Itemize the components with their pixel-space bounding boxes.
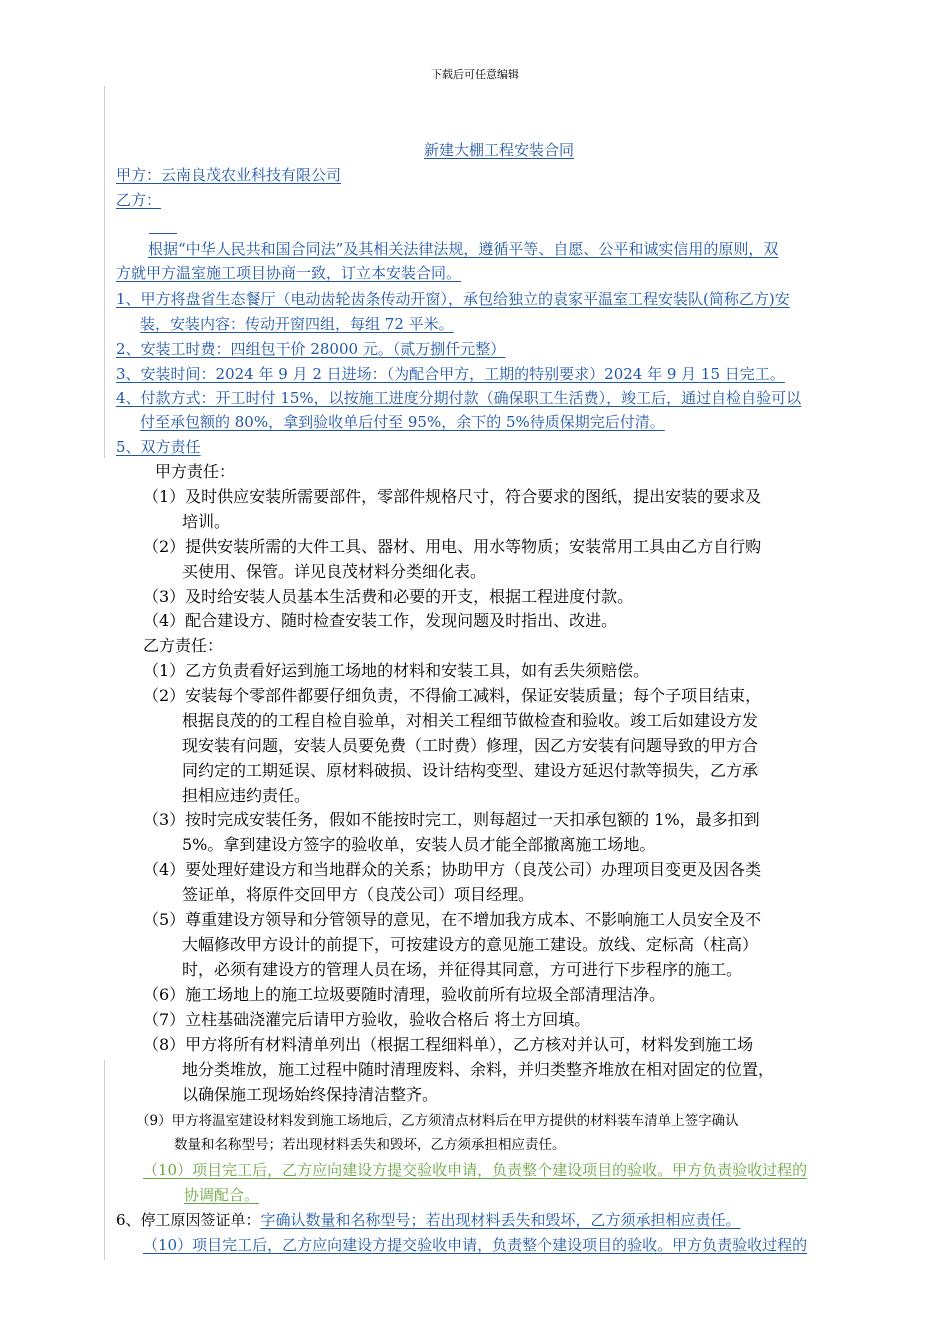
party-a-duties-title: 甲方责任： [155,462,236,481]
clause-4-line-1: 4、付款方式：开工时付 15%，以按施工进度分期付款（确保职工生活费），竣工后，通过自检自验可以 [116,389,802,407]
clause-6-text: 字确认数量和名称型号；若出现材料丢失和毁坏，乙方须承担相应责任。 [260,1211,741,1229]
party-b: 乙方： [116,191,162,209]
intro-line-2: 方就甲方温室施工项目协商一致，订立本安装合同。 [116,264,462,282]
party-b-item-8-cont: 以确保施工现场始终保持清洁整齐。 [182,1085,439,1104]
party-b-item-2-cont: 现安装有问题，安装人员要免费（工时费）修理，因乙方安装有问题导致的甲方合 [182,736,759,755]
party-b-item-5-cont: 大幅修改甲方设计的前提下，可按建设方的意见施工建设。放线、定标高（柱高） [182,935,759,954]
party-b-item-6: （6）施工场地上的施工垃圾要随时清理，验收前所有垃圾全部清理洁净。 [143,985,666,1004]
clause-5: 5、双方责任 [116,438,201,456]
clause-2: 2、安装工时费：四组包干价 28000 元。（贰万捌仟元整） [116,340,506,358]
party-b-item-10-cont: 协调配合。 [184,1186,260,1204]
party-b-item-9: （9）甲方将温室建设材料发到施工场地后，乙方须清点材料后在甲方提供的材料装车清单上签字确认 [136,1113,739,1129]
party-b-item-5: （5）尊重建设方领导和分管领导的意见，在不增加我方成本、不影响施工人员安全及不 [143,910,762,929]
page-header: 下载后可任意编辑 [431,68,519,81]
party-b-item-3-cont: 5%。拿到建设方签字的验收单，安装人员才能全部撤离施工场地。 [182,835,656,854]
party-b-item-2-cont: 担相应违约责任。 [182,786,311,805]
party-b-duties-title: 乙方责任： [143,636,224,655]
party-b-item-5-cont: 时，必须有建设方的管理人员在场，并征得其同意，方可进行下步程序的施工。 [182,960,743,979]
party-b-item-2-cont: 同约定的工期延误、原材料破损、设计结构变型、建设方延迟付款等损失，乙方承 [182,761,759,780]
party-b-item-8: （8）甲方将所有材料清单列出（根据工程细料单），乙方核对并认可，材料发到施工场 [143,1035,754,1054]
party-b-item-4: （4）要处理好建设方和当地群众的关系；协助甲方（良茂公司）办理项目变更及因各类 [143,860,762,879]
party-b-item-9-cont: 数量和名称型号；若出现材料丢失和毁坏，乙方须承担相应责任。 [174,1137,566,1153]
party-a-item-4: （4）配合建设方、随时检查安装工作，发现问题及时指出、改进。 [143,611,618,630]
clause-6-label: 6、停工原因签证单： [116,1211,261,1229]
party-a-item-3: （3）及时给安装人员基本生活费和必要的开支，根据工程进度付款。 [143,587,634,606]
clause-4-line-2: 付至承包额的 80%，拿到验收单后付至 95%，余下的 5%待质保期完后付清。 [140,413,665,431]
party-b-item-10: （10）项目完工后，乙方应向建设方提交验收申请，负责整个建设项目的验收。甲方负责验收过程的 [143,1161,808,1179]
clause-1-line-2: 装，安装内容：传动开窗四组，每组 72 平米。 [140,315,454,333]
party-b-item-8-cont: 地分类堆放，施工过程中随时清理废料、余料，并归类整齐堆放在相对固定的位置， [182,1060,775,1079]
party-a-item-1: （1）及时供应安装所需要部件，零部件规格尺寸，符合要求的图纸，提出安装的要求及 [143,487,762,506]
party-a: 甲方：云南良茂农业科技有限公司 [116,166,342,184]
revision-bar [104,1060,105,1260]
party-b-item-1: （1）乙方负责看好运到施工场地的材料和安装工具，如有丢失须赔偿。 [143,661,650,680]
clause-1-line-1: 1、甲方将盘省生态餐厅（电动齿轮齿条传动开窗），承包给独立的袁家平温室工程安装队(简称乙方)安 [116,290,790,308]
intro-line-1: 根据“中华人民共和国合同法”及其相关法律法规，遵循平等、自愿、公平和诚实信用的原则，双 [148,240,779,258]
party-b-item-7: （7）立柱基础浇灌完后请甲方验收，验收合格后 将土方回填。 [143,1010,591,1029]
clause-6 [116,1209,741,1231]
clause-3: 3、安装时间：2024 年 9 月 2 日进场：（为配合甲方，工期的特别要求）2024 年 9 月 15 日完工。 [116,365,785,383]
party-b-blank [149,233,177,234]
party-b-item-2-cont: 根据良茂的的工程自检自验单，对相关工程细节做检查和验收。竣工后如建设方发 [182,711,759,730]
party-a-item-2-cont: 买使用、保管。详见良茂材料分类细化表。 [182,562,487,581]
repeated-item-10: （10）项目完工后，乙方应向建设方提交验收申请，负责整个建设项目的验收。甲方负责验收过程的 [143,1236,808,1254]
party-a-item-2: （2）提供安装所需的大件工具、器材、用电、用水等物质；安装常用工具由乙方自行购 [143,537,762,556]
party-b-item-2: （2）安装每个零部件都要仔细负责，不得偷工减料，保证安装质量；每个子项目结束， [143,686,762,705]
party-b-item-4-cont: 签证单，将原件交回甲方（良茂公司）项目经理。 [182,885,535,904]
party-a-item-1-cont: 培训。 [182,512,231,531]
contract-title: 新建大棚工程安装合同 [423,141,574,159]
party-b-item-3: （3）按时完成安装任务，假如不能按时完工，则每超过一天扣承包额的 1%，最多扣到 [143,810,760,829]
